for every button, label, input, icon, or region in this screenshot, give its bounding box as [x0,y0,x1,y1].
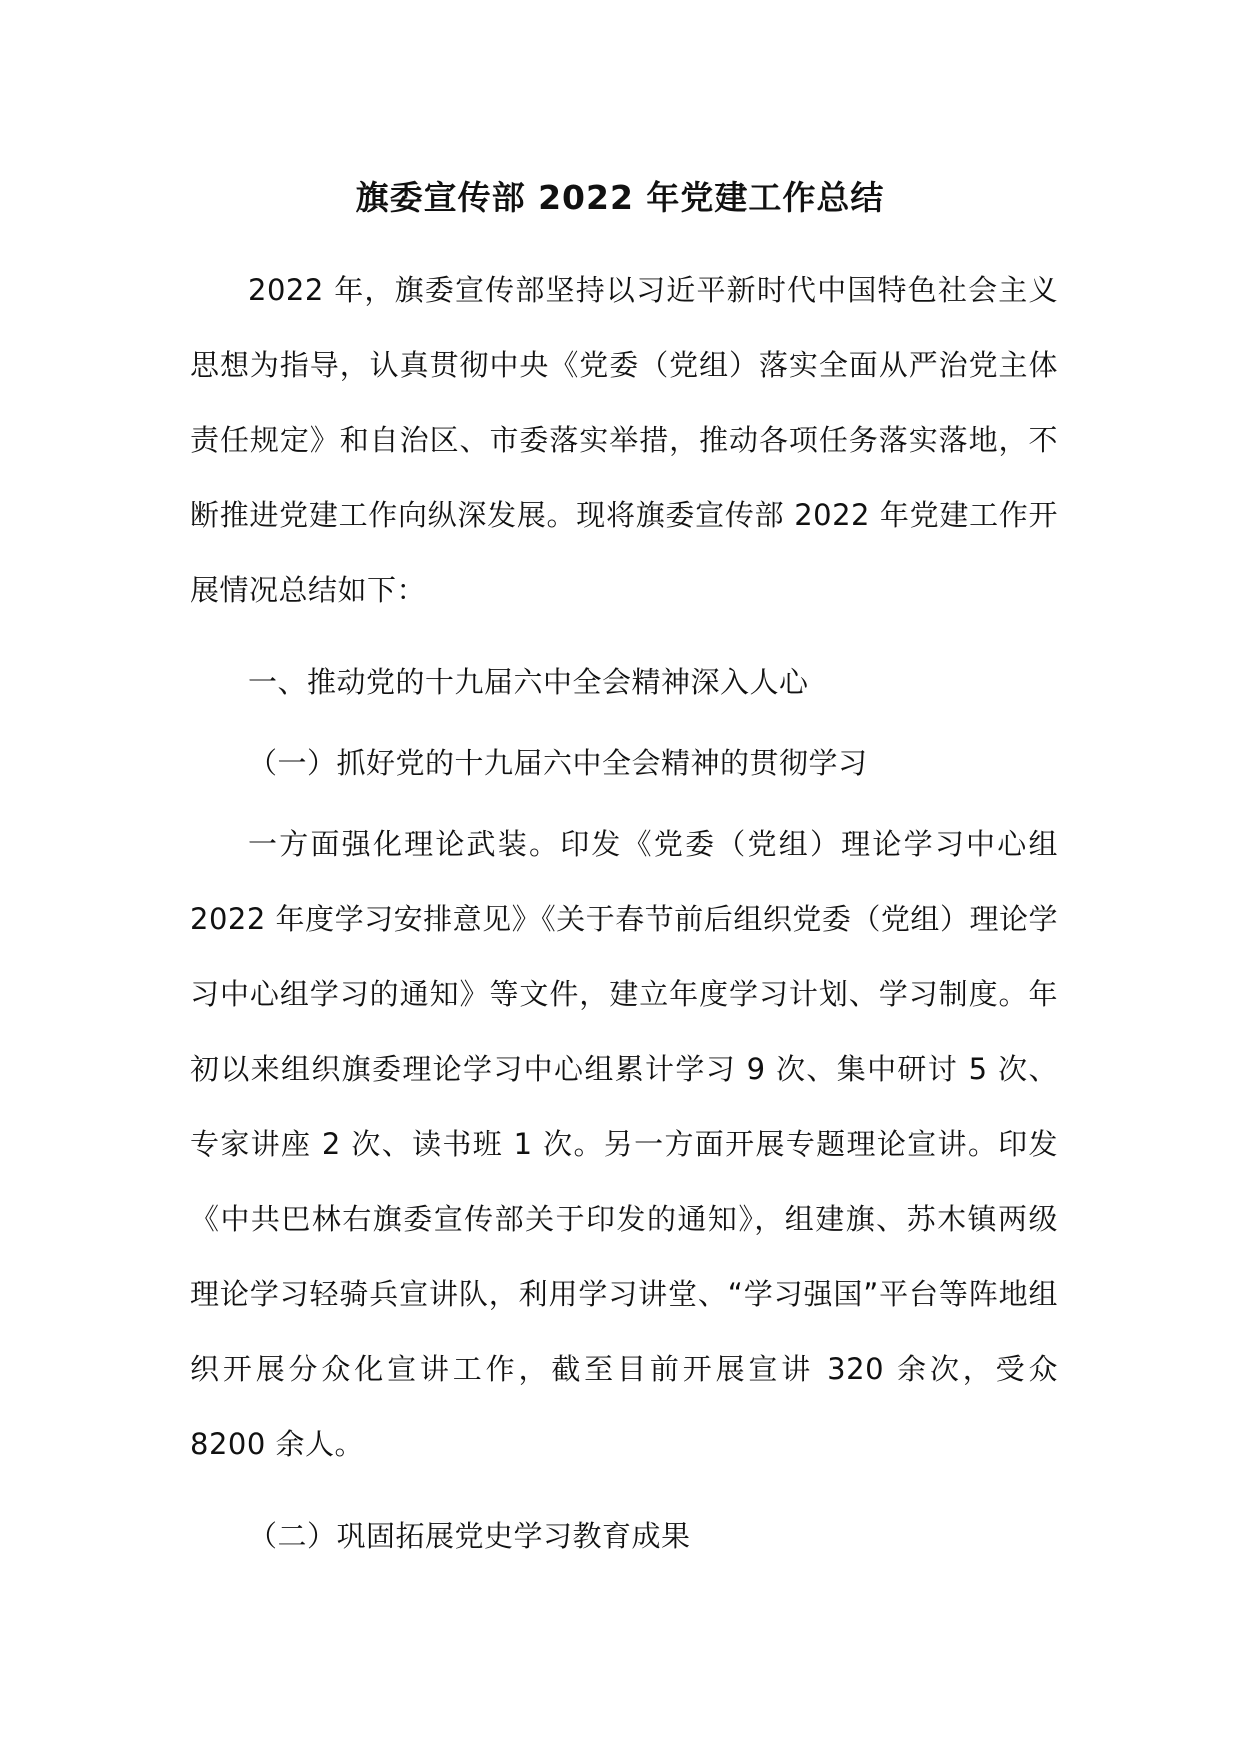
subsection-heading-2: （二）巩固拓展党史学习教育成果 [248,1519,691,1553]
subsection-1-paragraph: 一方面强化理论武装。印发《党委（党组）理论学习中心组 2022 年度学习安排意见》《关于春节前后组织党委（党组）理论学习中心组学习的通知》等文件，建立年度学习计划、学习制度。年初以来组织旗委理论学习中心组累计学习 9 次、集中研讨 5 次、专家讲座 2 次、读书班 1 次。另一方面开展专题理论宣讲。印发《中共巴林右旗委宣传部关于印发的通知》，组建旗、苏木镇两级理论学习轻骑兵宣讲队，利用学习讲堂、“学习强国”平台等阵地组织开展分众化宣讲工作，截至目前开展宣讲 320 余次，受众 8200 余人。 [190,827,1058,1461]
document-body [190,253,1058,1574]
intro-paragraph: 2022 年，旗委宣传部坚持以习近平新时代中国特色社会主义思想为指导，认真贯彻中央《党委（党组）落实全面从严治党主体责任规定》和自治区、市委落实举措，推动各项任务落实落地，不断推进党建工作向纵深发展。现将旗委宣传部 2022 年党建工作开展情况总结如下： [190,273,1058,607]
document-title: 旗委宣传部 2022 年党建工作总结 [355,178,885,217]
section-heading-1: 一、推动党的十九届六中全会精神深入人心 [248,665,809,699]
subsection-heading-1: （一）抓好党的十九届六中全会精神的贯彻学习 [248,746,868,780]
